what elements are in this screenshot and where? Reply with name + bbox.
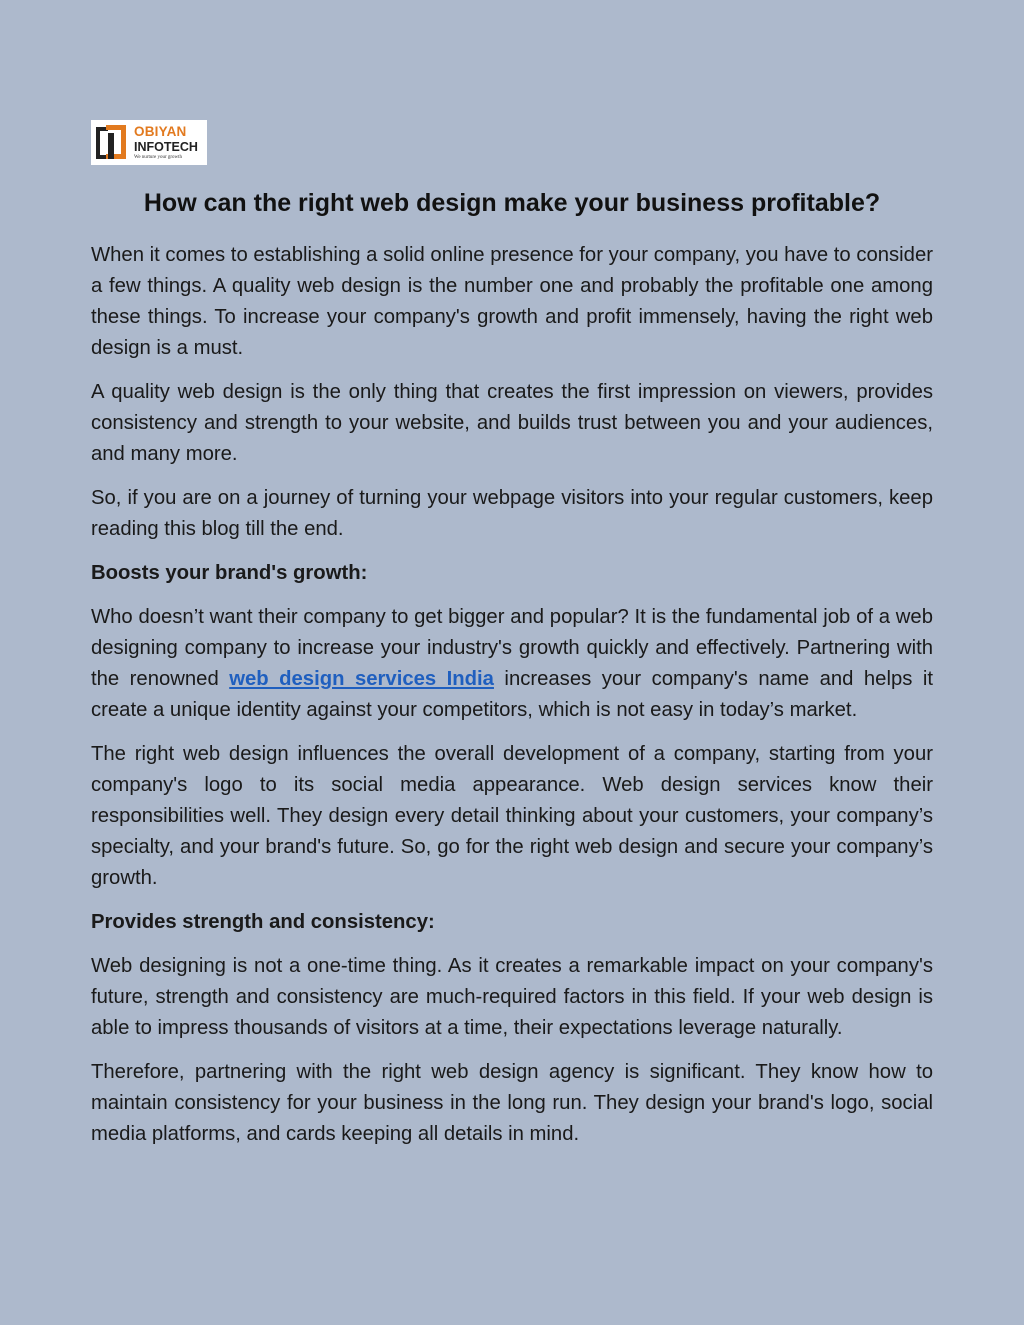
section-heading-growth: Boosts your brand's growth: [91, 562, 368, 584]
paragraph-journey: So, if you are on a journey of turning your webpage visitors into your regular customers, keep reading this blog till the end. [91, 487, 933, 540]
paragraph-growth [91, 602, 933, 726]
logo-line2: INFOTECH [134, 139, 198, 154]
paragraph-quality: A quality web design is the only thing that creates the first impression on viewers, provides consistency and strength to your website, and builds trust between you and your audiences, and many more. [91, 381, 933, 465]
web-design-services-link[interactable]: web design services India [229, 668, 494, 690]
paragraph-development: The right web design influences the overall development of a company, starting from your company's logo to its social media appearance. Web design services know their responsibilities well. They design every detail thinking about your customers, your company’s specialty, and your brand's future. So, go for the right web design and secure your company’s growth. [91, 743, 933, 889]
logo-wordmark [134, 125, 198, 160]
paragraph-consistency: Web designing is not a one-time thing. As it creates a remarkable impact on your company's future, strength and consistency are much-required factors in this field. If your web design is able to impress thousands of visitors at a time, their expectations leverage naturally. [91, 955, 933, 1039]
logo-mark-icon [94, 123, 132, 163]
paragraph-agency: Therefore, partnering with the right web design agency is significant. They know how to maintain consistency for your business in the long run. They design your brand's logo, social media platforms, and cards keeping all details in mind. [91, 1061, 933, 1145]
paragraph-growth-text-before: Who doesn’t want their company to get bigger and popular? It is the fundamental job of a web designing company to increase your industry's growth quickly and effectively. Partnering with the renowned [91, 606, 933, 690]
company-logo [91, 120, 207, 165]
paragraph-growth-text-after: increases your company's name and helps it create a unique identity against your competitors, which is not easy in today’s market. [91, 668, 934, 721]
logo-tagline: We nurture your growth [134, 155, 183, 160]
page-title: How can the right web design make your business profitable? [143, 189, 881, 217]
logo-line1: OBIYAN [134, 124, 187, 139]
paragraph-intro: When it comes to establishing a solid online presence for your company, you have to consider a few things. A quality web design is the number one and probably the profitable one among these things. To increase your company's growth and profit immensely, having the right web design is a must. [91, 244, 933, 359]
section-heading-strength: Provides strength and consistency: [91, 911, 435, 933]
